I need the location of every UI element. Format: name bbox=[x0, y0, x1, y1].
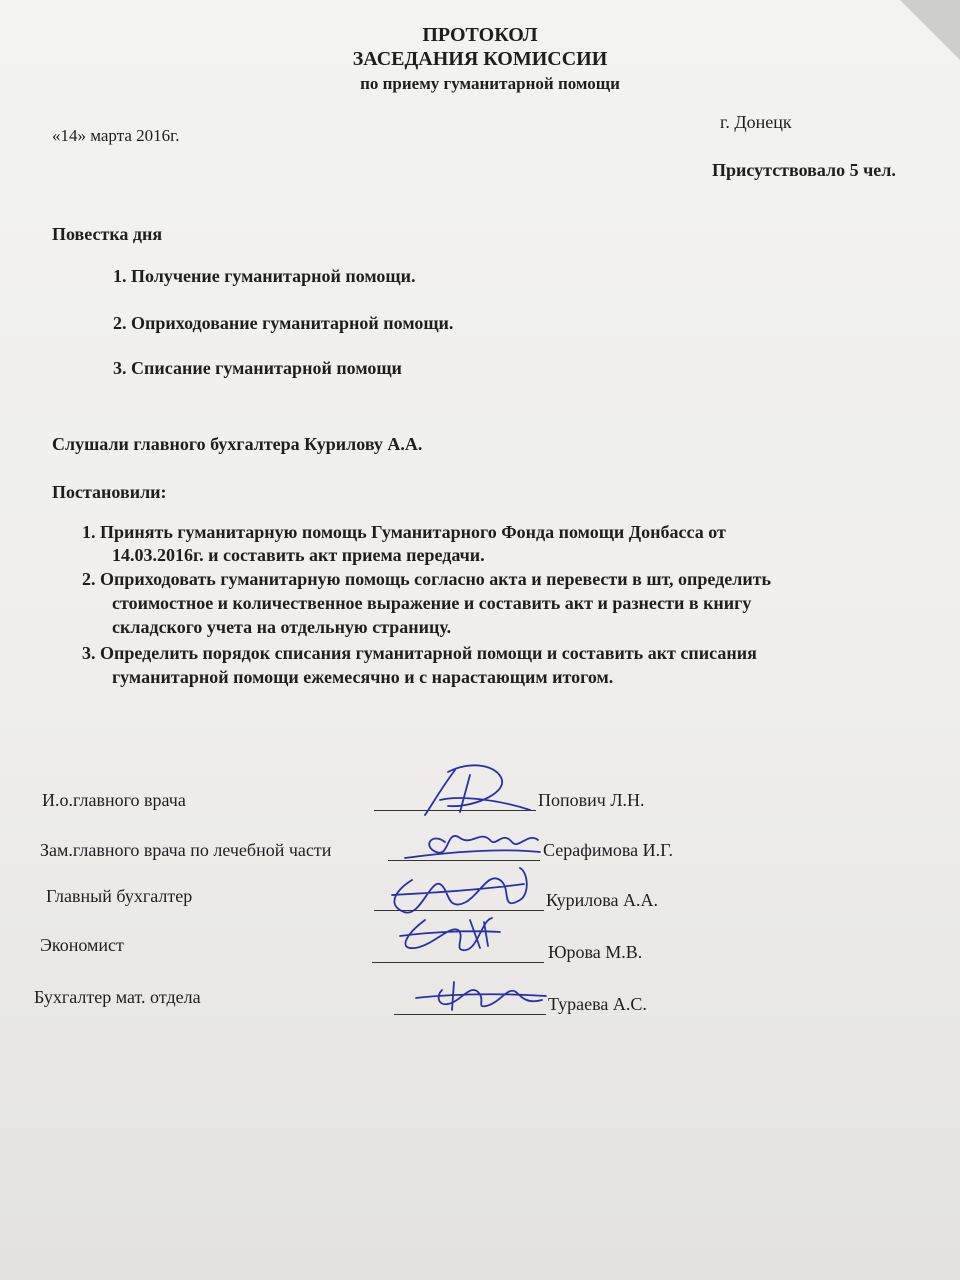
heard-statement: Слушали главного бухгалтера Курилову А.А. bbox=[52, 434, 423, 454]
decision-line: 2. Оприходовать гуманитарную помощь согласно акта и перевести в шт, определить bbox=[82, 569, 772, 589]
signatory-role: Зам.главного врача по лечебной части bbox=[40, 840, 332, 860]
signature-line bbox=[374, 910, 544, 911]
decision-line: складского учета на отдельную страницу. bbox=[112, 617, 452, 637]
signature-line bbox=[372, 962, 544, 963]
signatory-role: Бухгалтер мат. отдела bbox=[34, 987, 201, 1007]
decision-line: 14.03.2016г. и составить акт приема передачи. bbox=[112, 545, 485, 565]
signatory-name: Тураева А.С. bbox=[548, 994, 647, 1014]
agenda-item: 3. Списание гуманитарной помощи bbox=[113, 358, 402, 378]
signatory-name: Серафимова И.Г. bbox=[543, 840, 674, 860]
decision-line: 3. Определить порядок списания гуманитарной помощи и составить акт списания bbox=[82, 643, 757, 663]
signatory-role: И.о.главного врача bbox=[42, 790, 186, 810]
handwritten-signature bbox=[425, 765, 530, 815]
signatory-role: Экономист bbox=[40, 935, 124, 955]
document-subtitle: ЗАСЕДАНИЯ КОМИССИИ bbox=[352, 48, 608, 70]
attendance-count: Присутствовало 5 чел. bbox=[712, 160, 896, 180]
decisions-heading: Постановили: bbox=[52, 482, 167, 502]
meeting-date: «14» марта 2016г. bbox=[52, 126, 180, 145]
handwritten-signature bbox=[400, 918, 500, 950]
handwritten-signature bbox=[416, 982, 546, 1010]
agenda-item: 1. Получение гуманитарной помощи. bbox=[113, 266, 416, 286]
signature-line bbox=[388, 860, 540, 861]
decision-line: гуманитарной помощи ежемесячно и с нарастающим итогом. bbox=[112, 667, 614, 687]
agenda-heading: Повестка дня bbox=[52, 224, 163, 244]
decision-line: стоимостное и количественное выражение и составить акт и разнести в книгу bbox=[112, 593, 752, 613]
document-title: ПРОТОКОЛ bbox=[422, 24, 538, 46]
signature-line bbox=[374, 810, 536, 811]
signatory-role: Главный бухгалтер bbox=[46, 886, 193, 906]
meeting-city: г. Донецк bbox=[720, 112, 792, 132]
agenda-item: 2. Оприходование гуманитарной помощи. bbox=[113, 313, 454, 333]
signatory-name: Курилова А.А. bbox=[546, 890, 659, 910]
handwritten-signature bbox=[392, 868, 527, 913]
signatory-name: Попович Л.Н. bbox=[538, 790, 645, 810]
signatory-name: Юрова М.В. bbox=[548, 942, 643, 962]
handwritten-signature bbox=[405, 836, 540, 858]
document-subject: по приему гуманитарной помощи bbox=[360, 74, 620, 93]
signature-line bbox=[394, 1014, 546, 1015]
decision-line: 1. Принять гуманитарную помощь Гуманитарного Фонда помощи Донбасса от bbox=[82, 522, 726, 542]
